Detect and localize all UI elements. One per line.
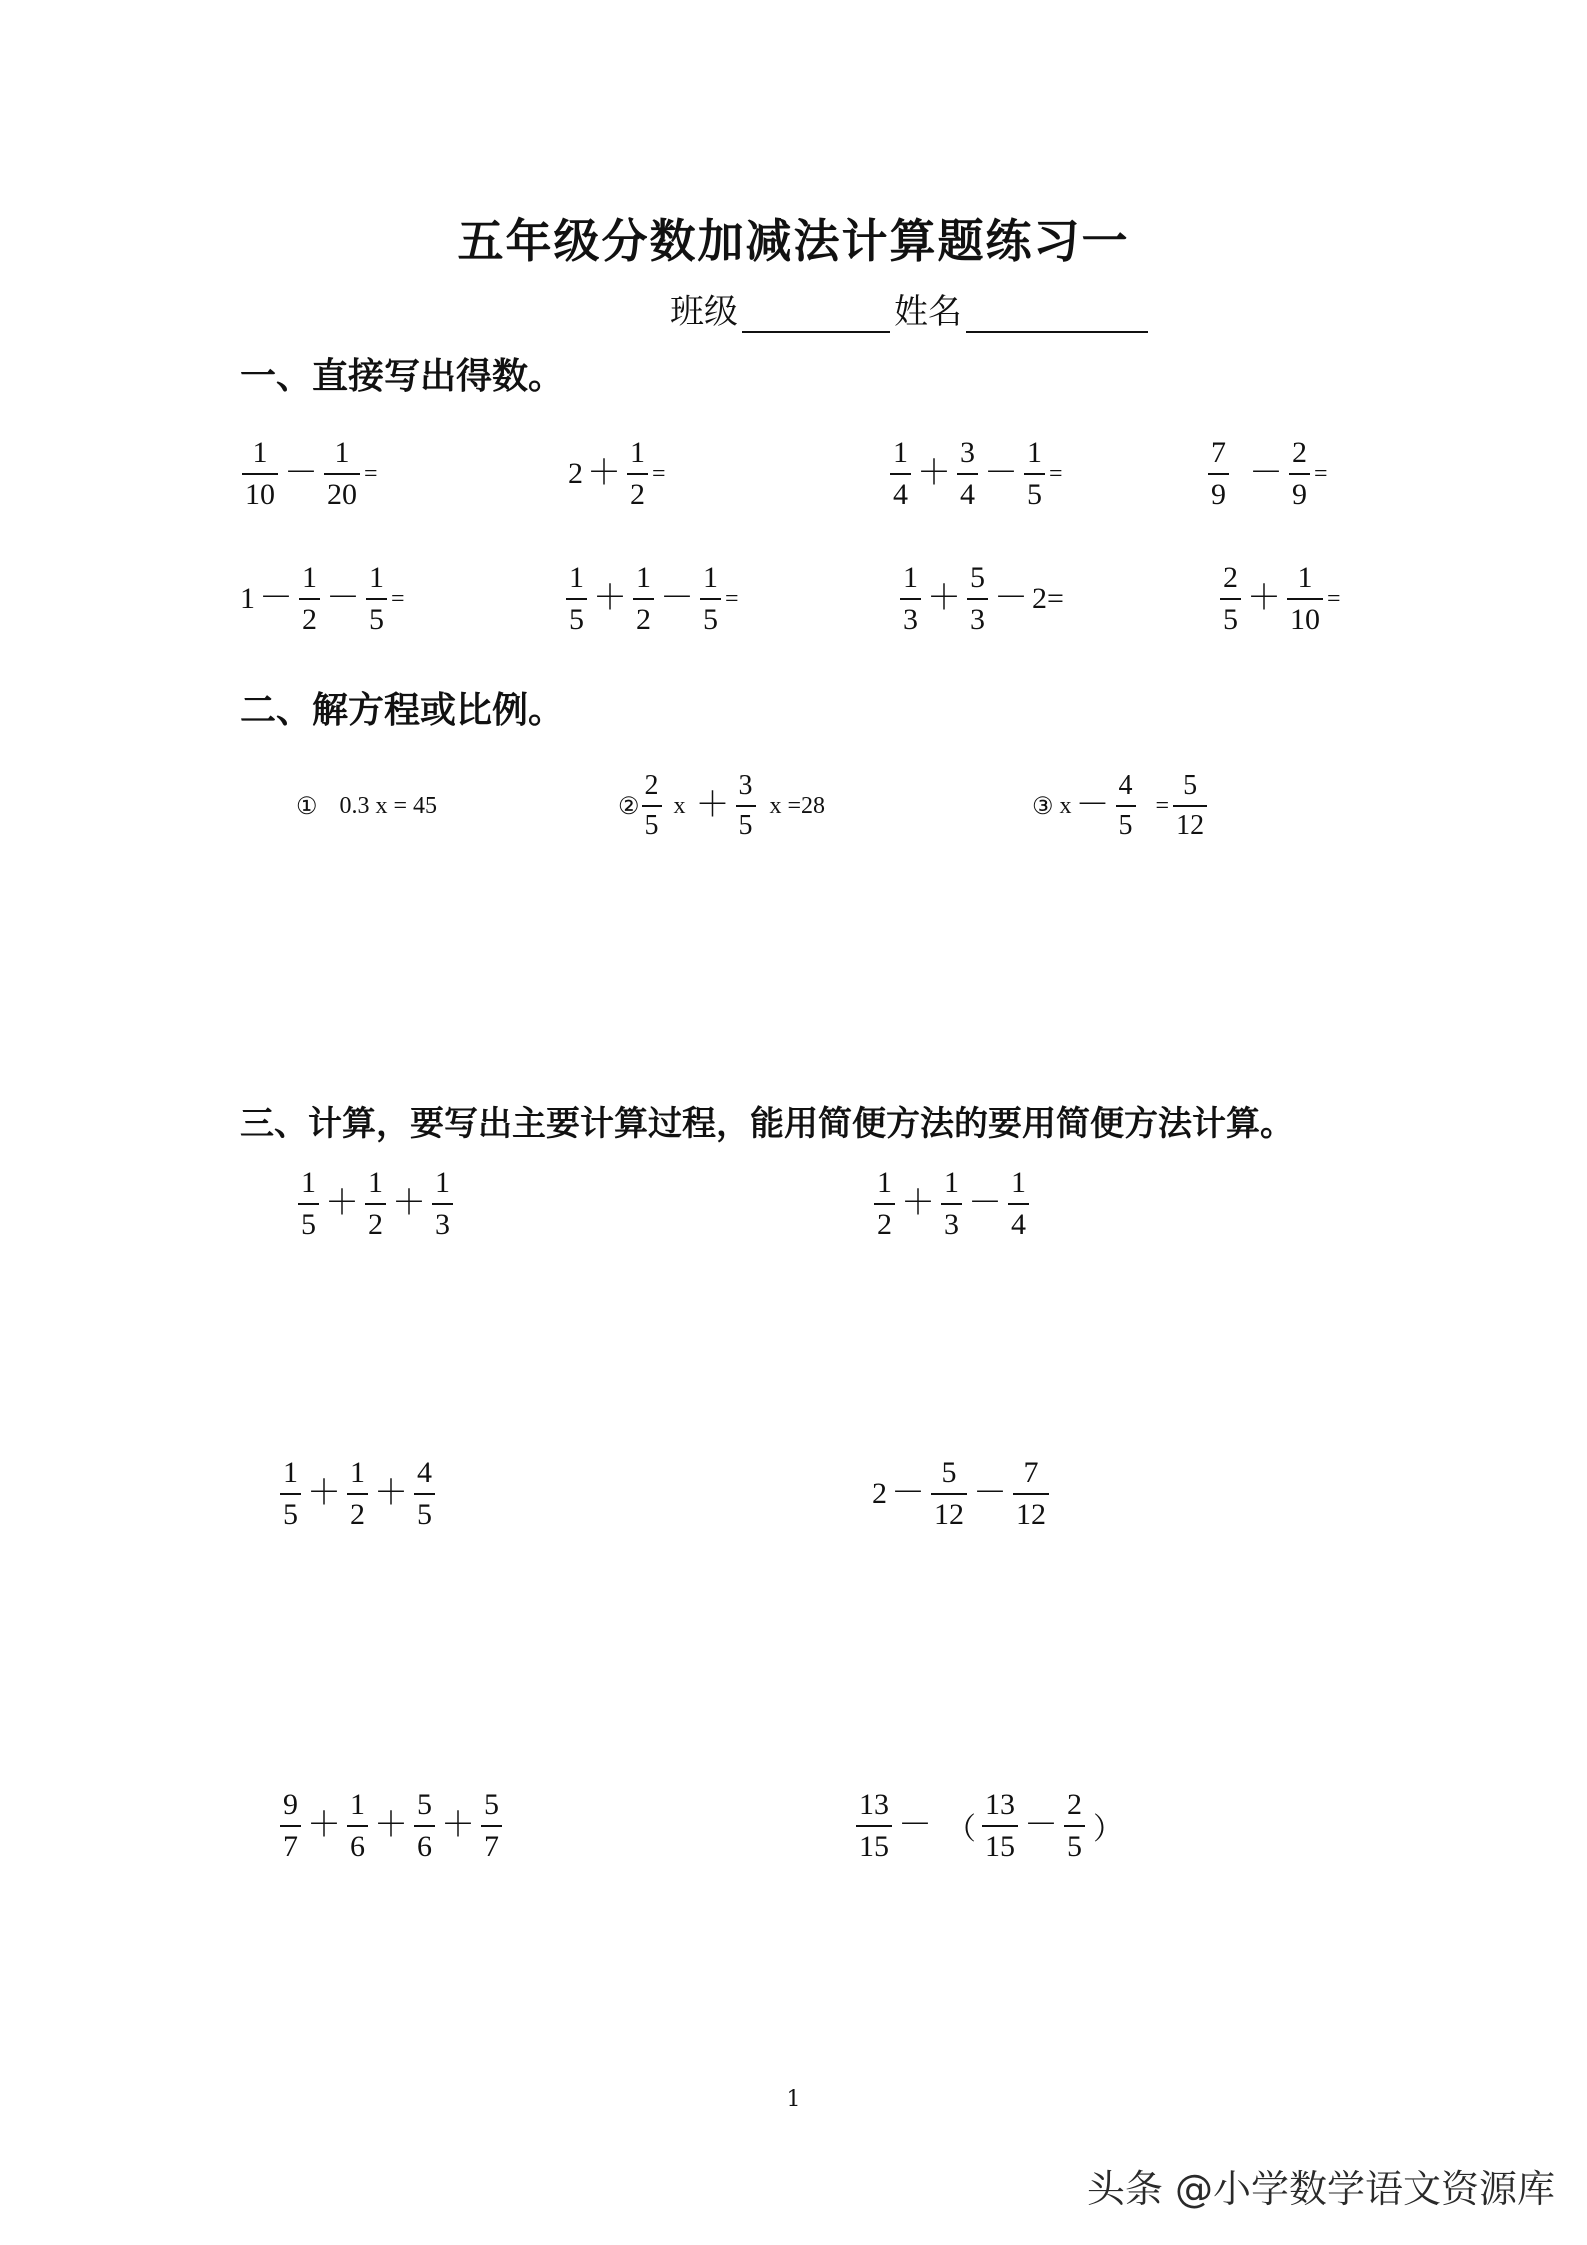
operator: ＋	[917, 455, 951, 492]
s1-problem-6	[564, 563, 739, 635]
fraction: $\frac{1}{2}$	[347, 1458, 368, 1530]
fraction: $\frac{1}{2}$	[874, 1168, 895, 1240]
equals-sign: =	[652, 460, 666, 487]
name-label: 姓名	[894, 292, 962, 332]
fraction: $\frac{1}{5}$	[366, 563, 387, 635]
s1-problem-2	[568, 438, 666, 510]
equals-sign: =	[391, 585, 405, 612]
equals-sign: =	[1327, 585, 1341, 612]
fraction: $\frac{4}{5}$	[414, 1458, 435, 1530]
fraction: $\frac{1}{2}$	[627, 438, 648, 510]
fraction: $\frac{1}{4}$	[1008, 1168, 1029, 1240]
operator: ＋	[374, 1475, 408, 1512]
fraction: $\frac{9}{7}$	[280, 1790, 301, 1862]
student-info	[670, 284, 1152, 333]
s1-problem-5	[240, 563, 405, 635]
fraction: $\frac{1}{5}$	[1024, 438, 1045, 510]
operator: －	[1075, 787, 1110, 824]
s3-problem-6	[854, 1790, 1123, 1862]
watermark: 头条 @小学数学语文资源库	[1086, 2167, 1555, 2211]
fraction: $\frac{3}{4}$	[957, 438, 978, 510]
s1-problem-3	[888, 438, 1063, 510]
s1-problem-8	[1218, 563, 1341, 635]
operator: ＋	[392, 1185, 426, 1222]
fraction: $\frac{1}{5}$	[700, 563, 721, 635]
fraction: $\frac{1}{3}$	[941, 1168, 962, 1240]
fraction: $\frac{1}{3}$	[900, 563, 921, 635]
s1-problem-1	[240, 438, 378, 510]
class-label: 班级	[670, 292, 738, 332]
fraction: $\frac{7}{9}$	[1208, 438, 1229, 510]
class-blank[interactable]	[742, 297, 890, 333]
fraction: $\frac{1}{2}$	[633, 563, 654, 635]
equals-sign: =	[725, 585, 739, 612]
s3-problem-2	[872, 1168, 1031, 1240]
fraction: $\frac{1}{20}$	[324, 438, 360, 510]
fraction: $\frac{13}{15}$	[982, 1790, 1018, 1862]
fraction: $\frac{5}{12}$	[931, 1458, 967, 1530]
name-blank[interactable]	[966, 297, 1148, 333]
fraction: $\frac{1}{10}$	[1287, 563, 1323, 635]
operator: －	[1024, 1807, 1058, 1844]
fraction: $\frac{2}{5}$	[642, 772, 662, 840]
equals-sign: =	[1314, 460, 1328, 487]
operator: ＋	[307, 1807, 341, 1844]
s3-problem-3	[278, 1458, 437, 1530]
whole-number: 1	[240, 582, 255, 615]
operator: －	[259, 580, 293, 617]
circled-number-2: ②	[618, 793, 640, 820]
circled-number-3: ③	[1032, 793, 1054, 820]
fraction: $\frac{1}{4}$	[890, 438, 911, 510]
s3-problem-5	[278, 1790, 504, 1862]
fraction: $\frac{7}{12}$	[1013, 1458, 1049, 1530]
operator: －	[326, 580, 360, 617]
s3-problem-1	[296, 1168, 455, 1240]
operator: ＋	[307, 1475, 341, 1512]
operator: ＋	[374, 1807, 408, 1844]
fraction: $\frac{2}{9}$	[1289, 438, 1310, 510]
s2-equation-3	[1032, 772, 1209, 840]
operator: ＋	[587, 455, 621, 492]
operator: －	[994, 580, 1028, 617]
equation-text: 0.3 x = 45	[339, 793, 438, 819]
fraction: $\frac{1}{6}$	[347, 1790, 368, 1862]
whole-number: 2	[568, 457, 583, 490]
s1-problem-4	[1206, 438, 1328, 510]
operator: ＋	[695, 787, 730, 824]
operator: ＋	[927, 580, 961, 617]
variable-x: x	[673, 792, 686, 819]
operator: ＋	[1247, 580, 1281, 617]
operator: －	[968, 1185, 1002, 1222]
fraction: $\frac{2}{5}$	[1064, 1790, 1085, 1862]
equation-tail: x =28	[769, 792, 826, 819]
operator: －	[973, 1475, 1007, 1512]
fraction: $\frac{1}{2}$	[365, 1168, 386, 1240]
s3-problem-4	[872, 1458, 1051, 1530]
operator: ＋	[325, 1185, 359, 1222]
fraction: $\frac{5}{6}$	[414, 1790, 435, 1862]
s2-equation-2	[618, 772, 825, 840]
s1-problem-7	[898, 563, 1064, 635]
left-parenthesis: （	[946, 1813, 976, 1846]
s2-equation-1	[296, 792, 437, 821]
fraction: $\frac{2}{5}$	[1220, 563, 1241, 635]
fraction: $\frac{5}{3}$	[967, 563, 988, 635]
operator: ＋	[593, 580, 627, 617]
circled-number-1: ①	[296, 794, 318, 820]
equals-sign: =	[364, 460, 378, 487]
operator: －	[660, 580, 694, 617]
fraction: $\frac{1}{5}$	[566, 563, 587, 635]
operator: －	[284, 455, 318, 492]
operator: －	[898, 1807, 932, 1844]
equals-sign: =	[1155, 792, 1170, 819]
operator: －	[984, 455, 1018, 492]
operator: ＋	[901, 1185, 935, 1222]
section1-heading: 一、直接写出得数。	[240, 355, 565, 397]
page-number: 1	[786, 2087, 801, 2112]
fraction: $\frac{1}{2}$	[299, 563, 320, 635]
fraction: $\frac{5}{7}$	[481, 1790, 502, 1862]
fraction: $\frac{1}{10}$	[242, 438, 278, 510]
equals-sign: =	[1049, 460, 1063, 487]
fraction: $\frac{1}{3}$	[432, 1168, 453, 1240]
fraction: $\frac{1}{5}$	[280, 1458, 301, 1530]
fraction: $\frac{3}{5}$	[736, 772, 756, 840]
section2-heading: 二、解方程或比例。	[240, 689, 565, 731]
fraction: $\frac{4}{5}$	[1116, 772, 1136, 840]
section3-heading: 三、计算，要写出主要计算过程，能用简便方法的要用简便方法计算。	[240, 1104, 1294, 1144]
operator: －	[891, 1475, 925, 1512]
tail-value: 2=	[1032, 582, 1064, 615]
fraction: $\frac{5}{12}$	[1173, 772, 1207, 840]
page-title: 五年级分数加减法计算题练习一	[457, 214, 1130, 268]
operator: ＋	[441, 1807, 475, 1844]
operator: －	[1249, 455, 1283, 492]
right-parenthesis: ）	[1093, 1813, 1123, 1846]
fraction: $\frac{1}{5}$	[298, 1168, 319, 1240]
fraction: $\frac{13}{15}$	[856, 1790, 892, 1862]
whole-number: 2	[872, 1477, 887, 1510]
variable-x: x	[1059, 792, 1072, 819]
